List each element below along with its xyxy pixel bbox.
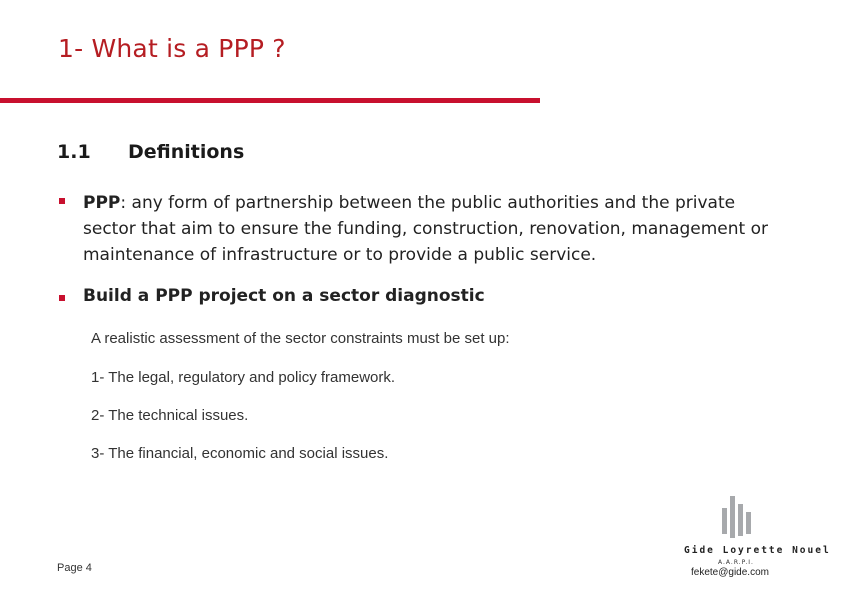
diagnostic-heading: Build a PPP project on a sector diagnostic [83, 286, 485, 306]
slide-title: 1- What is a PPP ? [58, 34, 286, 63]
contact-email: fekete@gide.com [691, 567, 769, 578]
ppp-term: PPP [83, 193, 121, 213]
list-item: 1- The legal, regulatory and policy framework. [91, 369, 396, 386]
logo-subtitle: A.A.R.P.I. [718, 559, 754, 566]
bullet-square-icon [59, 295, 65, 301]
page-number: Page 4 [57, 562, 92, 574]
ppp-definition [83, 190, 783, 268]
title-underline [0, 98, 540, 103]
list-item: 3- The financial, economic and social issues. [91, 445, 389, 462]
section-number: 1.1 [57, 141, 91, 163]
list-item: 2- The technical issues. [91, 407, 249, 424]
logo-mark-icon [672, 494, 798, 544]
ppp-definition-body: : any form of partnership between the public authorities and the private sector that aim to ensure the funding, construction, renovation, management or maintenance of infrastructure or to provide a public service. [83, 193, 768, 265]
bullet-square-icon [59, 198, 65, 204]
assessment-intro: A realistic assessment of the sector constraints must be set up: [91, 330, 510, 347]
section-heading: Definitions [128, 141, 245, 163]
logo-name: Gide Loyrette Nouel [684, 545, 831, 556]
